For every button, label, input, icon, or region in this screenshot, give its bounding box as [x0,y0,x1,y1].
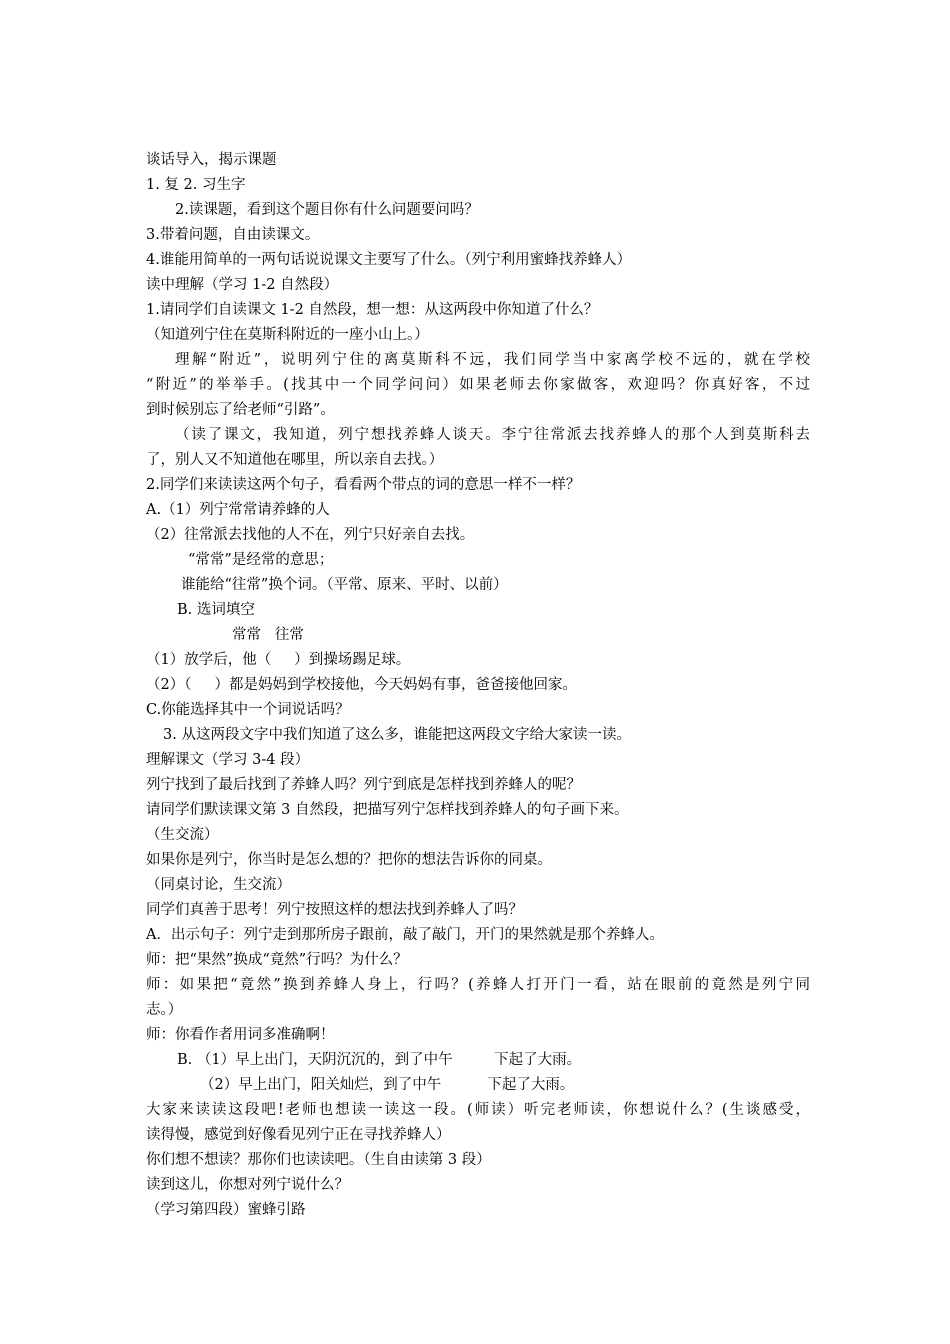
section-heading-understanding: 理解课文（学习 3-4 段） [146,752,310,768]
text-line: “常常”是经常的意思； [188,552,334,568]
text-line: （同桌讨论，生交流） [146,877,291,893]
text-line: 师：如果把“竟然”换到养蜂人身上，行吗？(养蜂人打开门一看，站在眼前的竟然是列宁同 [146,977,810,993]
text-line: 谁能给“往常”换个词。（平常、原来、平时、以前） [181,577,508,593]
text-line: 同学们真善于思考！列宁按照这样的想法找到养蜂人了吗？ [146,902,523,918]
text-line: 列宁找到了最后找到了养蜂人吗？列宁到底是怎样找到养蜂人的呢？ [146,777,581,793]
text-line: 1. 复 2. 习生字 [146,177,246,193]
fill-blank-line: B. （1）早上出门，天阴沉沉的，到了中午 下起了大雨。 [177,1052,582,1068]
text-line: B. 选词填空 [177,602,255,618]
text-line: （知道列宁住在莫斯科附近的一座小山上。） [146,327,429,343]
text-line: （读了课文，我知道，列宁想找养蜂人谈天。李宁往常派去找养蜂人的那个人到莫斯科去 [175,427,810,443]
text-line: 3. 从这两段文字中我们知道了这么多，谁能把这两段文字给大家读一读。 [163,727,631,743]
text-line: C.你能选择其中一个词说话吗？ [146,702,350,718]
text-line: 2.同学们来读读这两个句子，看看两个带点的词的意思一样不一样？ [146,477,581,493]
text-line: 读得慢，感觉到好像看见列宁正在寻找养蜂人） [146,1127,451,1143]
text-line: 如果你是列宁，你当时是怎么想的？把你的想法告诉你的同桌。 [146,852,552,868]
text-line: 了，别人又不知道他在哪里，所以亲自去找。） [146,452,444,468]
text-line: 师：你看作者用词多准确啊！ [146,1027,335,1043]
text-line: A.（1）列宁常常请养蜂的人 [146,502,330,518]
text-line: “附近”的举举手。(找其中一个同学问问）如果老师去你家做客，欢迎吗？你真好客，不过 [146,377,810,393]
text-line: 理解“附近”，说明列宁住的离莫斯科不远，我们同学当中家离学校不远的，就在学校 [175,352,810,368]
text-line: （2）往常派去找他的人不在，列宁只好亲自去找。 [146,527,475,543]
section-heading-reading: 读中理解（学习 1-2 自然段） [146,277,339,293]
text-line: 师：把“果然”换成“竟然”行吗？为什么？ [146,952,408,968]
text-line: 到时候别忘了给老师“引路”。 [146,402,335,418]
text-line: 2.读课题，看到这个题目你有什么问题要问吗？ [175,202,479,218]
fill-blank-line: （2）（ ）都是妈妈到学校接他，今天妈妈有事，爸爸接他回家。 [146,677,578,693]
text-line: 4.谁能用简单的一两句话说说课文主要写了什么。（列宁利用蜜蜂找养蜂人） [146,252,632,268]
text-line: （生交流） [146,827,219,843]
fill-blank-line: （2）早上出门，阳关灿烂，到了中午 下起了大雨。 [200,1077,575,1093]
text-line: 1.请同学们自读课文 1-2 自然段，想一想：从这两段中你知道了什么？ [146,302,599,318]
text-line: 读到这儿，你想对列宁说什么？ [146,1177,349,1193]
text-line: A．出示句子：列宁走到那所房子跟前，敲了敲门，开门的果然就是那个养蜂人。 [146,927,664,943]
text-line: 请同学们默读课文第 3 自然段，把描写列宁怎样找到养蜂人的句子画下来。 [146,802,629,818]
text-line: 大家来读读这段吧!老师也想读一读这一段。(师读）听完老师读，你想说什么？(生谈感受， [146,1102,810,1118]
section-heading-intro: 谈话导入，揭示课题 [146,152,277,168]
text-line: 3.带着问题，自由读课文。 [146,227,320,243]
section-heading-paragraph-four: （学习第四段）蜜蜂引路 [146,1202,306,1218]
text-line: 你们想不想读？那你们也读读吧。（生自由读第 3 段） [146,1152,491,1168]
text-line: 志。） [146,1002,183,1018]
fill-blank-line: （1）放学后，他（ ）到操场踢足球。 [146,652,411,668]
word-choices: 常常 往常 [232,627,304,643]
